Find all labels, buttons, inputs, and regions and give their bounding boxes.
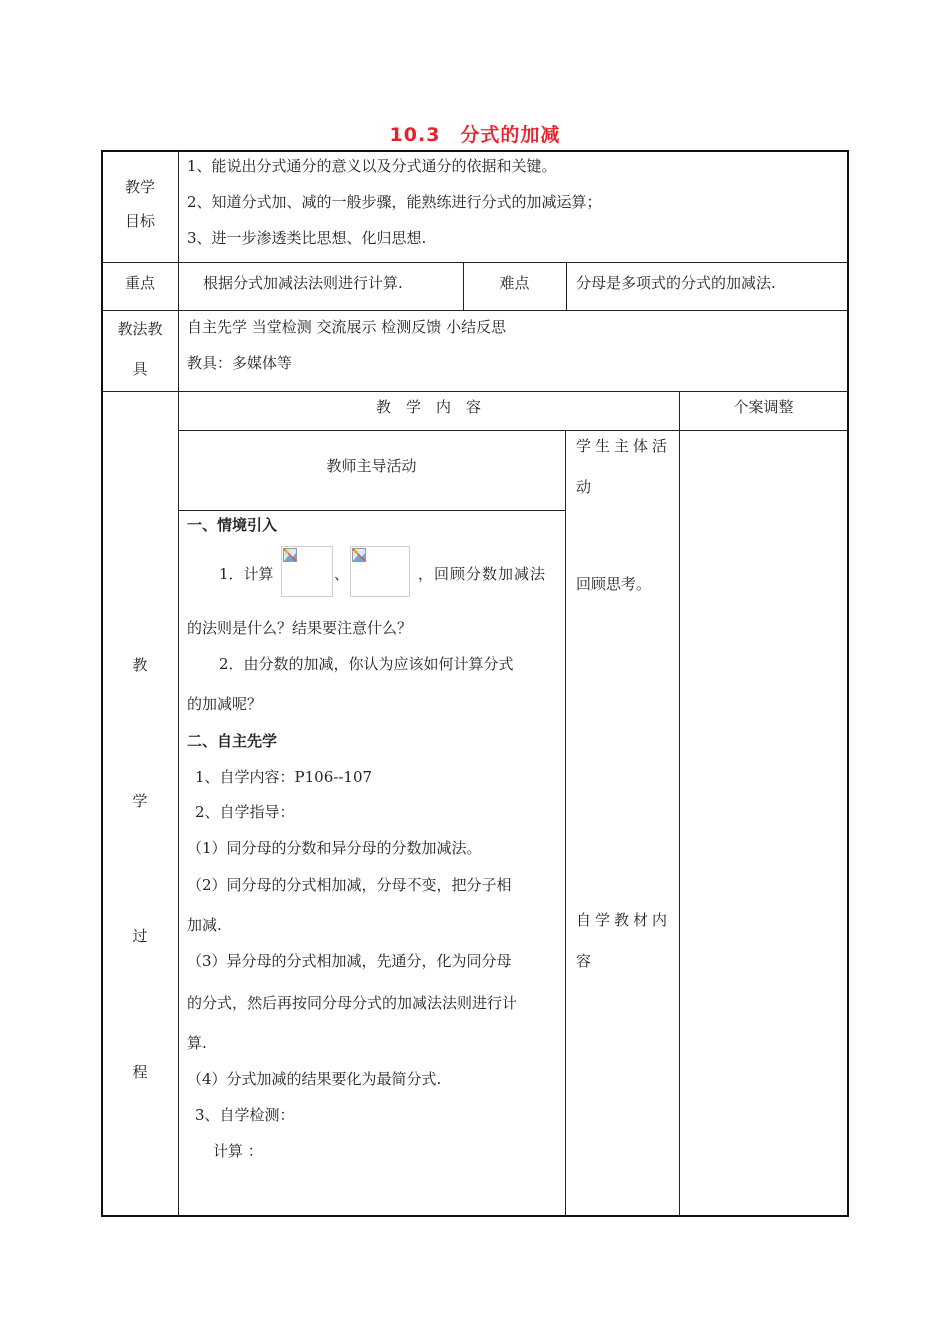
teacher-header: 教师主导活动: [326, 457, 417, 475]
divider: [102, 391, 848, 392]
divider: [178, 430, 848, 431]
guide-item: （3）异分母的分式相加减，先通分，化为同分母: [187, 952, 512, 970]
student-activity: 自学教材内: [576, 911, 672, 929]
image-placeholder-icon: [283, 548, 297, 562]
item-1-separator: 、: [334, 565, 350, 583]
fraction-image: [281, 546, 333, 597]
divider: [565, 430, 566, 1216]
key-points-label: 重点: [124, 274, 155, 292]
section-heading: 二、自主先学: [187, 732, 278, 750]
divider: [102, 262, 848, 263]
process-label: 学: [132, 792, 148, 810]
student-activity: 容: [576, 952, 592, 970]
page-title: 10.3 分式的加减: [389, 124, 561, 146]
process-label: 教: [132, 656, 148, 674]
methods-text: 自主先学 当堂检测 交流展示 检测反馈 小结反思: [187, 318, 507, 336]
methods-label: 具: [132, 360, 148, 378]
image-placeholder-icon: [352, 548, 366, 562]
guide-item: （2）同分母的分式相加减，分母不变，把分子相: [187, 876, 512, 894]
key-points-text: 根据分式加减法法则进行计算.: [203, 274, 403, 292]
divider: [102, 310, 848, 311]
process-label: 程: [132, 1063, 148, 1081]
self-study-item: 2、自学指导：: [195, 803, 295, 821]
difficulty-label: 难点: [499, 274, 530, 292]
student-activity: 回顾思考。: [576, 575, 652, 593]
guide-item: （4）分式加减的结果要化为最简分式.: [187, 1070, 442, 1088]
objectives-label: 目标: [124, 212, 155, 230]
self-study-item: 1、自学内容：P106--107: [195, 768, 373, 786]
process-label: 过: [132, 927, 148, 945]
fraction-image: [350, 546, 410, 597]
item-1-suffix: ，回顾分数加减法: [418, 565, 547, 583]
self-study-item: 3、自学检测：: [195, 1106, 295, 1124]
item-1-prefix: 1．计算: [219, 565, 274, 583]
divider: [679, 391, 680, 1216]
content-header: 教 学 内 容: [375, 398, 481, 416]
tools-text: 教具：多媒体等: [187, 354, 293, 372]
objective-item: 2、知道分式加、减的一般步骤，能熟练进行分式的加减运算；: [187, 193, 602, 211]
difficulty-text: 分母是多项式的分式的加减法.: [576, 274, 776, 292]
methods-label: 教法教: [117, 320, 163, 338]
guide-item: 的分式，然后再按同分母分式的加减法法则进行计: [187, 994, 518, 1012]
divider: [178, 510, 566, 511]
guide-item: 算.: [187, 1034, 207, 1052]
student-header: 学生主体活: [576, 437, 672, 455]
item-2-line1: 2．由分数的加减，你认为应该如何计算分式: [219, 655, 514, 673]
section-heading: 一、情境引入: [187, 516, 278, 534]
item-1-line2: 的法则是什么？结果要注意什么？: [187, 619, 413, 637]
divider: [566, 262, 567, 310]
item-2-line2: 的加减呢？: [187, 695, 263, 713]
adjust-header: 个案调整: [733, 398, 794, 416]
objective-item: 1、能说出分式通分的意义以及分式通分的依据和关键。: [187, 157, 557, 175]
objective-item: 3、进一步渗透类比思想、化归思想.: [187, 229, 427, 247]
calc-label: 计算 ：: [213, 1142, 263, 1160]
guide-item: （1）同分母的分数和异分母的分数加减法。: [187, 839, 482, 857]
objectives-label: 教学: [124, 178, 155, 196]
student-header: 动: [576, 478, 592, 496]
guide-item: 加减.: [187, 916, 222, 934]
